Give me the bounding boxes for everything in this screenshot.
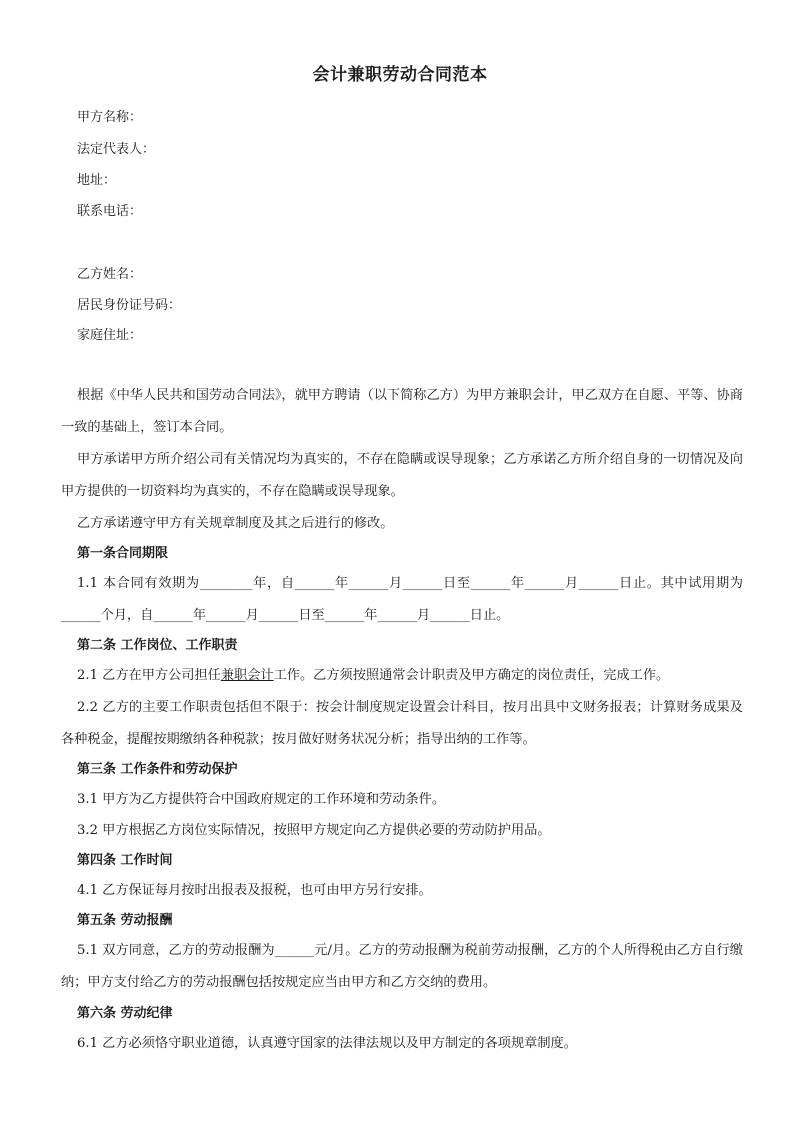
section-3-heading: 第三条 工作条件和劳动保护 — [77, 762, 238, 777]
clause-2-1-text-b: 工作。乙方须按照通常会计职责及甲方确定的岗位责任，完成工作。 — [273, 668, 670, 683]
party-a-legal-rep-label: 法定代表人： — [77, 142, 156, 157]
clause-2-1 — [61, 660, 743, 692]
clause-5-1: 5.1 双方同意，乙方的劳动报酬为______元/月。乙方的劳动报酬为税前劳动报酬，乙方的个人所得税由乙方自行缴纳；甲方支付给乙方的劳动报酬包括按规定应当由甲方和乙方交纳的费用。 — [61, 943, 743, 990]
party-b-home-label: 家庭住址： — [77, 328, 143, 343]
section-2-heading: 第二条 工作岗位、工作职责 — [77, 638, 238, 653]
document-title: 会计兼职劳动合同范本 — [312, 65, 488, 85]
intro-paragraph-1: 根据《中华人民共和国劳动合同法》，就甲方聘请（以下简称乙方）为甲方兼职会计，甲乙双方在自愿、平等、协商一致的基础上，签订本合同。 — [61, 388, 743, 435]
party-a-address-label: 地址： — [77, 173, 117, 188]
section-5-heading: 第五条 劳动报酬 — [77, 913, 173, 928]
clause-2-2: 2.2 乙方的主要工作职责包括但不限于：按会计制度规定设置会计科目，按月出具中文财务报表；计算财务成果及各种税金，提醒按期缴纳各种税款；按月做好财务状况分析；指导出纳的工作等。 — [61, 700, 743, 747]
party-a-name-label: 甲方名称： — [77, 110, 143, 125]
party-b-name-label: 乙方姓名： — [77, 267, 143, 282]
clause-4-1: 4.1 乙方保证每月按时出报表及报税，也可由甲方另行安排。 — [77, 883, 432, 898]
clause-3-1: 3.1 甲方为乙方提供符合中国政府规定的工作环境和劳动条件。 — [77, 792, 446, 807]
section-4-heading: 第四条 工作时间 — [77, 853, 173, 868]
clause-1-1: 1.1 本合同有效期为________年，自______年______月______日至______年______月______日止。其中试用期为______个月，自______年______月______日至______年______月______日止。 — [61, 576, 743, 623]
section-1-heading: 第一条合同期限 — [77, 546, 169, 561]
clause-6-1: 6.1 乙方必须恪守职业道德，认真遵守国家的法律法规以及甲方制定的各项规章制度。 — [77, 1036, 577, 1051]
section-6-heading: 第六条 劳动纪律 — [77, 1006, 173, 1021]
clause-2-1-text-a: 2.1 乙方在甲方公司担任 — [77, 668, 221, 683]
clause-3-2: 3.2 甲方根据乙方岗位实际情况，按照甲方规定向乙方提供必要的劳动防护用品。 — [77, 823, 551, 838]
intro-paragraph-2: 甲方承诺甲方所介绍公司有关情况均为真实的，不存在隐瞒或误导现象；乙方承诺乙方所介绍自身的一切情况及向甲方提供的一切资料均为真实的，不存在隐瞒或误导现象。 — [61, 452, 743, 499]
party-b-id-label: 居民身份证号码： — [77, 298, 182, 313]
party-a-phone-label: 联系电话： — [77, 204, 143, 219]
clause-2-1-position: 兼职会计 — [220, 668, 274, 683]
intro-paragraph-3: 乙方承诺遵守甲方有关规章制度及其之后进行的修改。 — [77, 516, 394, 531]
